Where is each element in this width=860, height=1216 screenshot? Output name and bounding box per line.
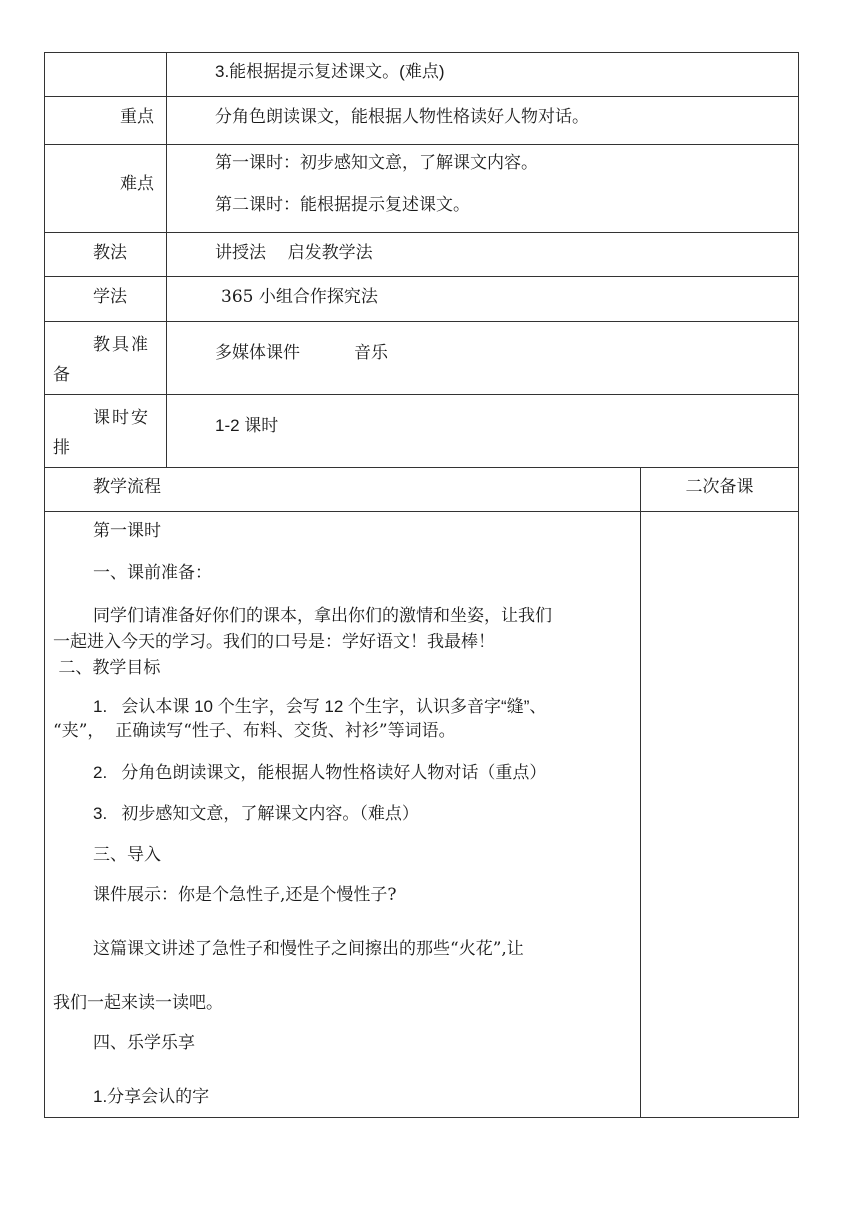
key-point-row <box>45 97 799 145</box>
goal-1-line-1: 1. 会认本课 10 个生字，会写 12 个生字，认识多音字“缝”、 <box>93 697 547 716</box>
difficulty-lesson-2: 第二课时：能根据提示复述课文。 <box>215 195 470 215</box>
section-share-heading: 四、乐学乐享 <box>93 1033 195 1053</box>
goal-label-cell <box>45 53 167 97</box>
intro-text-line-2: 我们一起来读一读吧。 <box>53 993 223 1013</box>
intro-slide-text: 课件展示：你是个急性子,还是个慢性子? <box>93 885 397 905</box>
goal-row <box>45 53 799 97</box>
flow-body-row <box>45 512 799 1118</box>
teaching-tools-label <box>45 322 167 395</box>
share-item-1: 1.分享会认的字 <box>93 1087 210 1106</box>
teaching-tools-label-line-2: 备 <box>53 365 70 385</box>
key-point-label: 重点 <box>45 97 167 145</box>
difficulty-label: 难点 <box>45 145 167 233</box>
intro-text-line-1: 这篇课文讲述了急性子和慢性子之间擦出的那些“火花”,让 <box>93 939 524 959</box>
difficulty-row <box>45 145 799 233</box>
teaching-method-value: 讲授法 启发教学法 <box>167 233 799 277</box>
teaching-tools-label-line-1: 教具准 <box>93 335 150 355</box>
lesson-plan-table <box>44 52 799 1118</box>
goal-3-text: 3.能根据提示复述课文。(难点) <box>167 53 799 97</box>
learning-method-value: 365 小组合作探究法 <box>167 277 799 322</box>
class-hours-label-line-2: 排 <box>53 438 70 458</box>
prep-text-line-1: 同学们请准备好你们的课本，拿出你们的激情和坐姿，让我们 <box>93 606 552 626</box>
section-goals-heading: 二、教学目标 <box>53 658 161 678</box>
flow-header-row <box>45 468 799 512</box>
teaching-tools-value: 多媒体课件 音乐 <box>167 322 799 395</box>
difficulty-lesson-1: 第一课时：初步感知文意，了解课文内容。 <box>215 153 538 173</box>
goal-2: 2. 分角色朗读课文，能根据人物性格读好人物对话（重点） <box>93 763 547 782</box>
class-hours-label <box>45 395 167 468</box>
lesson-plan-page <box>44 52 798 1118</box>
class-hours-label-line-1: 课时安 <box>93 408 150 428</box>
teaching-flow-header: 教学流程 <box>45 468 641 512</box>
teaching-method-label: 教法 <box>45 233 167 277</box>
teaching-tools-row <box>45 322 799 395</box>
learning-method-row <box>45 277 799 322</box>
learning-method-label: 学法 <box>45 277 167 322</box>
class-hours-row <box>45 395 799 468</box>
section-prep-heading: 一、课前准备： <box>93 563 212 583</box>
teaching-flow-content <box>45 512 641 1118</box>
prep-text-line-2: 一起进入今天的学习。我们的口号是：学好语文！我最棒！ <box>53 632 495 652</box>
difficulty-value <box>167 145 799 233</box>
teaching-method-row <box>45 233 799 277</box>
second-prep-content <box>641 512 799 1118</box>
key-point-value: 分角色朗读课文，能根据人物性格读好人物对话。 <box>167 97 799 145</box>
class-hours-value: 1-2 课时 <box>167 395 799 468</box>
second-prep-header: 二次备课 <box>641 468 799 512</box>
goal-1-line-2: “夹”， 正确读写“性子、布料、交货、衬衫”等词语。 <box>53 721 456 741</box>
lesson-title: 第一课时 <box>93 521 161 541</box>
section-intro-heading: 三、导入 <box>93 845 161 865</box>
goal-3: 3. 初步感知文意，了解课文内容。（难点） <box>93 804 419 823</box>
